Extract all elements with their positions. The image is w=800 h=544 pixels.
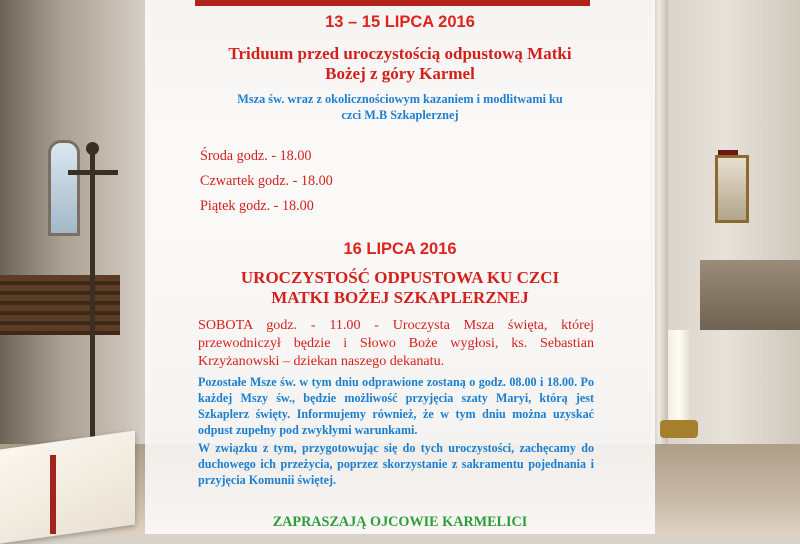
triduum-dates: 13 – 15 LIPCA 2016 (325, 13, 475, 31)
triduum-note-line1: Msza św. wraz z okolicznościowym kazaniem i modlitwami ku (237, 92, 563, 106)
top-banner-strip (195, 0, 590, 6)
other-masses-paragraph: Pozostałe Msze św. w tym dniu odprawione zostaną o godz. 08.00 i 18.00. Po każdej Mszy św., będzie możliwość przyjęcia szaty Maryi, którą jest Szkaplerz święty. Informujemy również, że w tym dniu można uzyskać odpust zupełny pod zwykłymi warunkami. (198, 375, 594, 437)
feast-date: 16 LIPCA 2016 (343, 240, 457, 258)
encouragement-paragraph: W związku z tym, przygotowując się do tych uroczystości, zachęcamy do duchowego ich przeżycia, poprzez skorzystanie z sakramentu pojednania i przyjęcia Komunii świętej. (198, 441, 594, 487)
triduum-title-line2: Bożej z góry Karmel (325, 64, 475, 83)
cross-top-ornament (86, 142, 99, 155)
divine-mercy-painting (715, 155, 749, 223)
book-ribbon (50, 455, 56, 534)
open-book (0, 431, 135, 544)
saturday-mass-paragraph: SOBOTA godz. - 11.00 - Uroczysta Msza święta, której przewodniczył będzie i Słowo Boże wygłosi, ks. Sebastian Krzyżanowski – dziekan naszego dekanatu. (198, 317, 594, 369)
schedule-thursday: Czwartek godz. - 18.00 (200, 173, 333, 189)
side-altar (700, 260, 800, 330)
candle-holder (660, 420, 698, 438)
candle (668, 330, 690, 425)
stained-glass-window (48, 140, 80, 236)
invitation-signature: ZAPRASZAJĄ OJCOWIE KARMELICI (272, 514, 528, 530)
triduum-title-line1: Triduum przed uroczystością odpustową Matki (228, 44, 572, 63)
church-pews (0, 275, 120, 335)
feast-title-line1: UROCZYSTOŚĆ ODPUSTOWA KU CZCI (240, 268, 560, 287)
feast-title-line2: MATKI BOŻEJ SZKAPLERZNEJ (271, 288, 529, 307)
schedule-friday: Piątek godz. - 18.00 (200, 198, 314, 214)
schedule-wednesday: Środa godz. - 18.00 (200, 148, 312, 164)
processional-cross-pole (90, 150, 95, 450)
triduum-note-line2: czci M.B Szkaplerznej (341, 108, 459, 122)
processional-cross-icon (68, 170, 118, 175)
